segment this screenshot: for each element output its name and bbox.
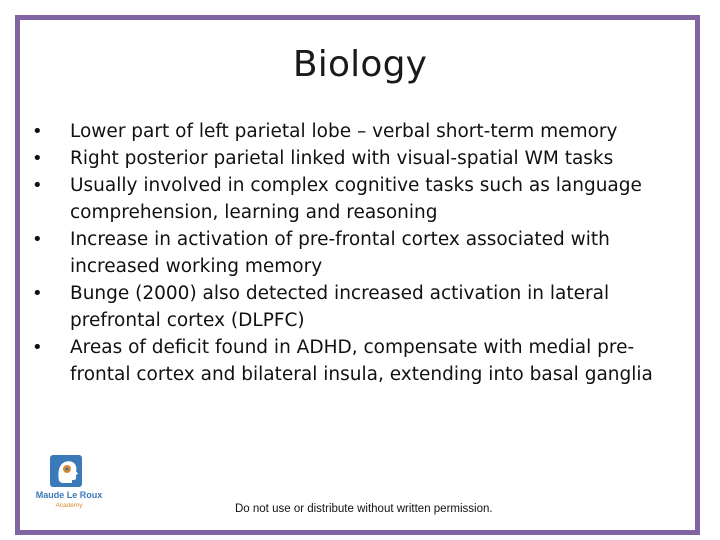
logo-subtitle: Academy (55, 502, 83, 509)
bullet-list (32, 118, 688, 388)
bullet-item: • Right posterior parietal linked with visual-spatial WM tasks (32, 145, 688, 172)
bullet-item: • Lower part of left parietal lobe – verbal short-term memory (32, 118, 688, 145)
bullet-item: • Areas of deficit found in ADHD, compensate with medial pre-frontal cortex and bilateral insula, extending into basal ganglia (32, 334, 688, 388)
slide-title: Biology (292, 44, 428, 85)
academy-logo (34, 455, 114, 515)
bullet-item: • Increase in activation of pre-frontal cortex associated with increased working memory (32, 226, 688, 280)
logo-name: Maude Le Roux (35, 490, 103, 500)
bullet-item: • Usually involved in complex cognitive tasks such as language comprehension, learning and reasoning (32, 172, 688, 226)
copyright-notice: Do not use or distribute without written permission. (235, 503, 493, 515)
bullet-item: • Bunge (2000) also detected increased activation in lateral prefrontal cortex (DLPFC) (32, 280, 688, 334)
head-profile-icon (50, 455, 82, 487)
